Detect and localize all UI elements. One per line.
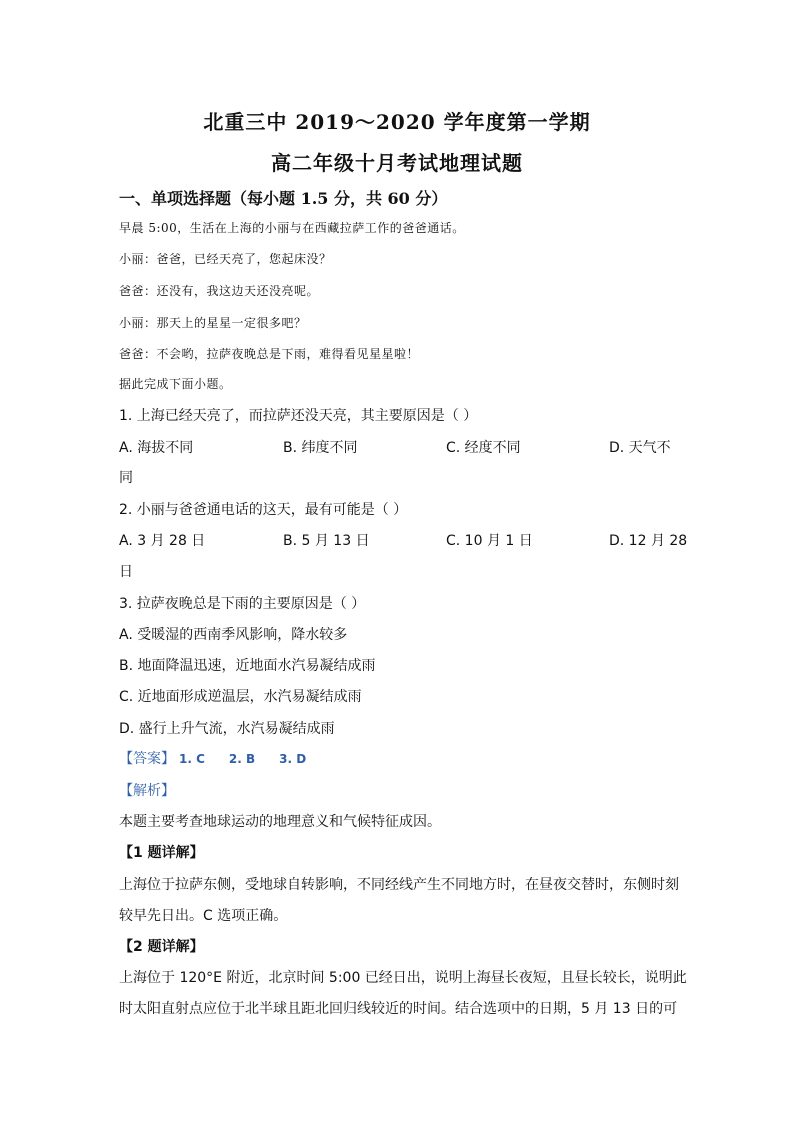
q1-detail-text: 较早先日出。C 选项正确。 [119,908,288,924]
question-2-option-a: A. 3 月 28 日 [119,533,206,549]
analysis-intro: 本题主要考查地球运动的地理意义和气候特征成因。 [119,814,441,830]
answer-item-2: 2. B [228,752,256,766]
answer-label: 【答案】 [119,751,175,767]
section-heading: 一、单项选择题（每小题 1.5 分，共 60 分） [119,189,448,208]
dialogue-line: 爸爸：不会哟，拉萨夜晚总是下雨，难得看见星星啦！ [119,347,420,361]
question-3-option-a: A. 受暖湿的西南季风影响，降水较多 [119,627,348,643]
question-1-option-c: C. 经度不同 [446,440,521,456]
q2-detail-text: 时太阳直射点应位于北半球且距北回归线较近的时间。结合选项中的日期，5 月 13 日的可 [119,1001,678,1017]
exam-title-line2: 高二年级十月考试地理试题 [271,151,523,175]
analysis-label: 【解析】 [119,783,175,799]
q2-detail-label: 【2 题详解】 [119,939,204,955]
question-2-option-d-wrap: 日 [119,564,133,580]
q1-detail-text: 上海位于拉萨东侧，受地球自转影响，不同经线产生不同地方时，在昼夜交替时，东侧时刻 [119,877,679,893]
question-2-option-b: B. 5 月 13 日 [283,533,370,549]
question-2-option-c: C. 10 月 1 日 [446,533,533,549]
question-2-stem: 2. 小丽与爸爸通电话的这天，最有可能是（ ） [119,502,408,518]
question-3-option-b: B. 地面降温迅速，近地面水汽易凝结成雨 [119,658,376,674]
question-2-option-d: D. 12 月 28 [609,533,688,549]
question-3-stem: 3. 拉萨夜晚总是下雨的主要原因是（ ） [119,596,366,612]
answer-row [119,748,679,768]
dialogue-instruction: 据此完成下面小题。 [119,377,232,391]
exam-title-line1: 北重三中 2019～2020 学年度第一学期 [203,110,591,134]
q2-detail-text: 上海位于 120°E 附近，北京时间 5:00 已经日出，说明上海昼长夜短，且昼长较长，说明此 [119,970,687,986]
question-1-option-a: A. 海拔不同 [119,440,194,456]
question-1-stem: 1. 上海已经天亮了，而拉萨还没天亮，其主要原因是（ ） [119,408,478,424]
question-1-option-d-wrap: 同 [119,470,133,486]
answer-item-1: 1. C [179,752,205,766]
dialogue-line: 小丽：爸爸，已经天亮了，您起床没？ [119,252,332,266]
dialogue-line: 小丽：那天上的星星一定很多吧？ [119,316,307,330]
question-3-option-d: D. 盛行上升气流，水汽易凝结成雨 [119,721,335,737]
q1-detail-label: 【1 题详解】 [119,845,204,861]
answer-item-3: 3. D [279,752,307,766]
question-1-option-b: B. 纬度不同 [283,440,358,456]
dialogue-line: 早晨 5:00，生活在上海的小丽与在西藏拉萨工作的爸爸通话。 [119,221,465,235]
question-1-option-d: D. 天气不 [609,440,671,456]
question-3-option-c: C. 近地面形成逆温层，水汽易凝结成雨 [119,689,362,705]
dialogue-line: 爸爸：还没有，我这边天还没亮呢。 [119,284,320,298]
